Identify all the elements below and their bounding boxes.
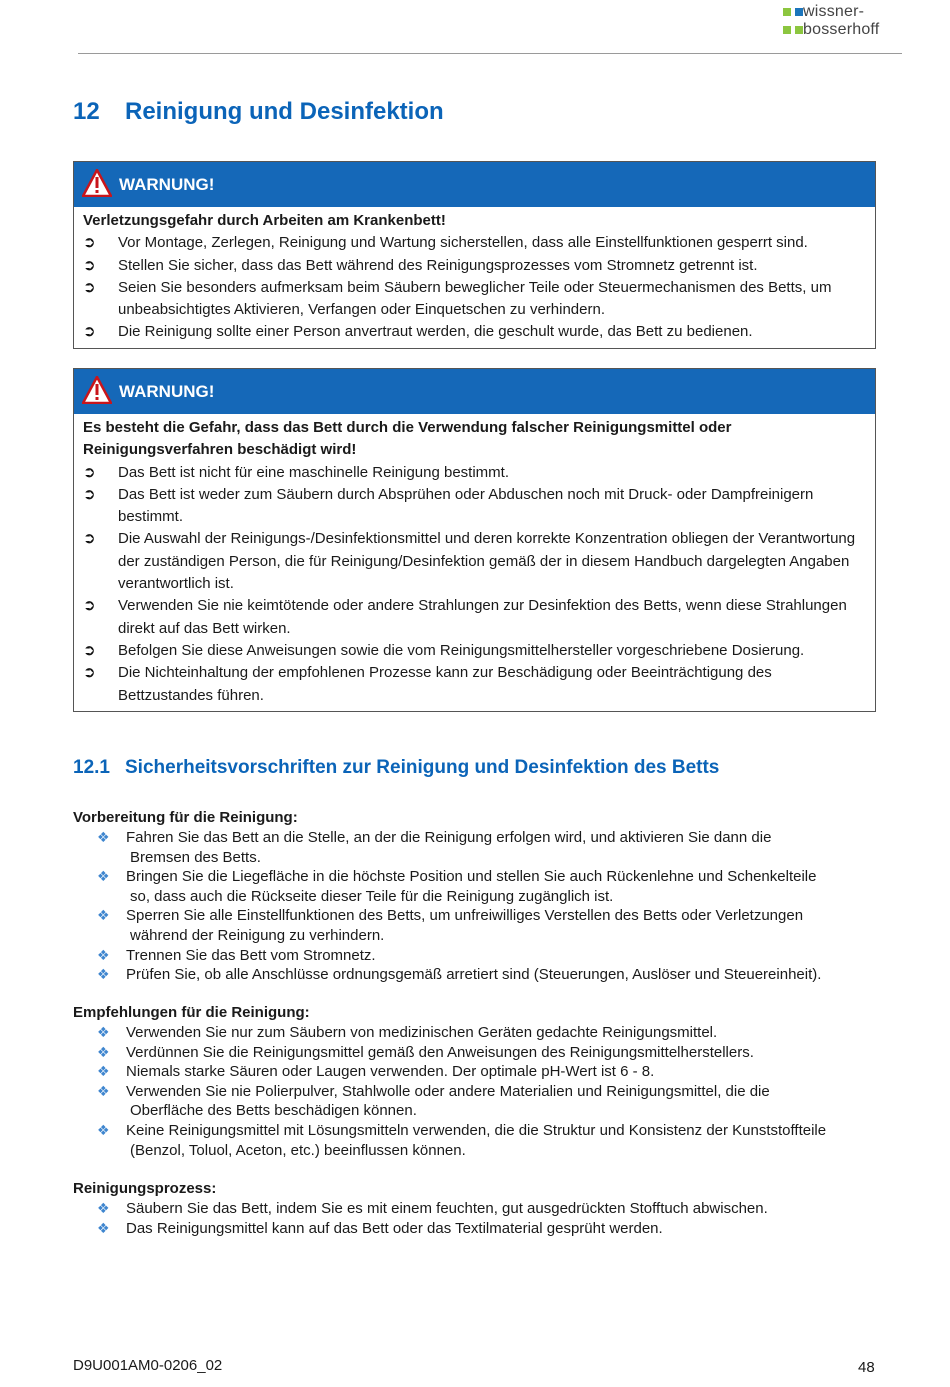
list-item-text: Verdünnen Sie die Reinigungsmittel gemäß den Anweisungen des Reinigungsmittelherstellers. bbox=[126, 1043, 754, 1061]
list-item-text-cont: während der Reinigung zu verhindern. bbox=[130, 926, 385, 944]
list-item bbox=[73, 1043, 893, 1063]
list-item-text: Säubern Sie das Bett, indem Sie es mit einem feuchten, gut ausgedrückten Stofftuch abwischen. bbox=[126, 1200, 768, 1217]
diamond-bullet-icon: ❖ bbox=[97, 1200, 110, 1216]
warning-title: WARNUNG! bbox=[119, 175, 215, 194]
warning-lead: Verletzungsgefahr durch Arbeiten am Krankenbett! bbox=[83, 212, 446, 229]
arrow-bullet-icon: ➲ bbox=[83, 641, 96, 659]
list-item-text: Prüfen Sie, ob alle Anschlüsse ordnungsgemäß arretiert sind (Steuerungen, Auslöser und Steuereinheit). bbox=[126, 966, 822, 984]
chapter-heading bbox=[73, 98, 444, 126]
diamond-bullet-icon: ❖ bbox=[97, 1082, 110, 1099]
list-item bbox=[73, 965, 893, 985]
warning-item-text: Die Auswahl der Reinigungs-/Desinfektionsmittel und deren korrekte Konzentration obliegen der Verantwortung der zuständigen Person, die für Reinigung/Desinfektion gemäß der in diesem Handbuch dargelegten Angaben verantwortlich ist. bbox=[118, 530, 856, 593]
warning-header bbox=[74, 162, 875, 207]
arrow-bullet-icon: ➲ bbox=[83, 463, 96, 481]
diamond-bullet-icon: ❖ bbox=[97, 966, 110, 983]
warning-item bbox=[83, 662, 867, 707]
diamond-bullet-icon: ❖ bbox=[97, 868, 110, 885]
diamond-bullet-icon: ❖ bbox=[97, 907, 110, 924]
warning-item-text: Stellen Sie sicher, dass das Bett während des Reinigungsprozesses vom Stromnetz getrennt ist. bbox=[118, 256, 758, 274]
list-item bbox=[73, 1062, 893, 1082]
process-group bbox=[73, 1179, 893, 1238]
group-title: Reinigungsprozess: bbox=[73, 1180, 217, 1197]
list-item-text: Sperren Sie alle Einstellfunktionen des Betts, um unfreiwilliges Verstellen des Betts oder Verletzungen bbox=[126, 907, 804, 925]
list-item-text-cont: Oberfläche des Betts beschädigen können. bbox=[130, 1102, 417, 1120]
list-item bbox=[73, 1023, 893, 1043]
page-number: 48 bbox=[858, 1359, 875, 1376]
list-item bbox=[73, 906, 893, 945]
list-item bbox=[73, 867, 893, 906]
chapter-number: 12 bbox=[73, 98, 100, 125]
warning-box-1 bbox=[73, 161, 876, 349]
list-item bbox=[73, 828, 893, 867]
warning-lead: Es besteht die Gefahr, dass das Bett durch die Verwendung falscher Reinigungsmittel oder Reinigungsverfahren beschädigt wird! bbox=[83, 419, 732, 459]
logo-text-line1: wissner- bbox=[803, 3, 865, 20]
warning-body bbox=[74, 414, 875, 711]
list-item-text: Trennen Sie das Bett vom Stromnetz. bbox=[126, 946, 376, 964]
warning-triangle-icon bbox=[82, 169, 112, 197]
arrow-bullet-icon: ➲ bbox=[83, 323, 96, 341]
list-item-text: Verwenden Sie nur zum Säubern von medizinischen Geräten gedachte Reinigungsmittel. bbox=[126, 1024, 718, 1041]
warning-item-text: Die Nichteinhaltung der empfohlenen Prozesse kann zur Beschädigung oder Beeinträchtigung des Bettzustandes führen. bbox=[118, 664, 772, 704]
arrow-bullet-icon: ➲ bbox=[83, 234, 96, 252]
list-item-text-cont: so, dass auch die Rückseite dieser Teile für die Reinigung zugänglich ist. bbox=[130, 887, 614, 905]
warning-item bbox=[83, 232, 867, 254]
warning-item bbox=[83, 277, 867, 322]
header-divider bbox=[78, 53, 902, 54]
diamond-bullet-icon: ❖ bbox=[97, 946, 110, 963]
list-item bbox=[73, 1219, 893, 1239]
recommend-group bbox=[73, 1003, 893, 1160]
diamond-bullet-icon: ❖ bbox=[97, 1024, 110, 1040]
logo-square-green bbox=[783, 26, 791, 34]
diamond-bullet-icon: ❖ bbox=[97, 1121, 110, 1138]
document-id: D9U001AM0-0206_02 bbox=[73, 1357, 223, 1374]
warning-box-2 bbox=[73, 368, 876, 712]
arrow-bullet-icon: ➲ bbox=[83, 530, 96, 548]
warning-item bbox=[83, 255, 867, 277]
arrow-bullet-icon: ➲ bbox=[83, 278, 96, 296]
warning-item bbox=[83, 528, 867, 595]
arrow-bullet-icon: ➲ bbox=[83, 485, 96, 503]
warning-item-text: Das Bett ist nicht für eine maschinelle Reinigung bestimmt. bbox=[118, 463, 510, 481]
prep-group bbox=[73, 808, 893, 985]
warning-item bbox=[83, 321, 867, 343]
list-item-text: Verwenden Sie nie Polierpulver, Stahlwolle oder andere Materialien und Reinigungsmittel, die die bbox=[126, 1082, 770, 1100]
list-item bbox=[73, 1121, 893, 1160]
section-number: 12.1 bbox=[73, 757, 110, 778]
company-logo bbox=[783, 4, 923, 40]
arrow-bullet-icon: ➲ bbox=[83, 597, 96, 615]
warning-item-text: Seien Sie besonders aufmerksam beim Säubern beweglicher Teile oder Steuermechanismen des Betts, um unbeabsichtigtes Aktivieren, Verfangen oder Einquetschen zu verhindern. bbox=[118, 278, 832, 319]
list-item-text-cont: Bremsen des Betts. bbox=[130, 848, 261, 866]
warning-item bbox=[83, 462, 867, 484]
list-item-text-cont: (Benzol, Toluol, Aceton, etc.) beeinflussen können. bbox=[130, 1141, 466, 1159]
list-item-text: Keine Reinigungsmittel mit Lösungsmitteln verwenden, die die Struktur und Konsistenz der Kunststoffteile bbox=[126, 1121, 827, 1139]
section-title: Sicherheitsvorschriften zur Reinigung und Desinfektion des Betts bbox=[125, 757, 720, 778]
list-item bbox=[73, 1199, 893, 1219]
group-title: Empfehlungen für die Reinigung: bbox=[73, 1004, 310, 1021]
warning-triangle-icon bbox=[82, 376, 112, 404]
diamond-bullet-icon: ❖ bbox=[97, 829, 110, 845]
section-heading bbox=[73, 757, 719, 779]
warning-item bbox=[83, 595, 867, 640]
warning-header bbox=[74, 369, 875, 414]
list-item-text: Bringen Sie die Liegefläche in die höchste Position und stellen Sie auch Rückenlehne und Schenkelteile bbox=[126, 868, 817, 886]
chapter-title: Reinigung und Desinfektion bbox=[125, 98, 444, 125]
diamond-bullet-icon: ❖ bbox=[97, 1063, 110, 1080]
logo-square-blue bbox=[795, 8, 803, 16]
warning-item-text: Verwenden Sie nie keimtötende oder andere Strahlungen zur Desinfektion des Betts, wenn diese Strahlungen direkt auf das Bett wirken. bbox=[118, 597, 847, 637]
logo-square-green bbox=[783, 8, 791, 16]
group-title: Vorbereitung für die Reinigung: bbox=[73, 809, 298, 826]
warning-item bbox=[83, 640, 867, 662]
arrow-bullet-icon: ➲ bbox=[83, 664, 96, 682]
warning-item bbox=[83, 484, 867, 529]
arrow-bullet-icon: ➲ bbox=[83, 256, 96, 274]
list-item-text: Das Reinigungsmittel kann auf das Bett oder das Textilmaterial gesprüht werden. bbox=[126, 1219, 663, 1237]
list-item-text: Niemals starke Säuren oder Laugen verwenden. Der optimale pH-Wert ist 6 - 8. bbox=[126, 1063, 655, 1081]
logo-text-line2: bosserhoff bbox=[803, 21, 880, 38]
diamond-bullet-icon: ❖ bbox=[97, 1219, 110, 1236]
logo-square-green bbox=[795, 26, 803, 34]
list-item bbox=[73, 1082, 893, 1121]
warning-title: WARNUNG! bbox=[119, 382, 215, 401]
warning-item-text: Die Reinigung sollte einer Person anvertraut werden, die geschult wurde, das Bett zu bedienen. bbox=[118, 323, 753, 341]
diamond-bullet-icon: ❖ bbox=[97, 1043, 110, 1060]
warning-item-text: Das Bett ist weder zum Säubern durch Absprühen oder Abduschen noch mit Druck- oder Dampfreinigern bestimmt. bbox=[118, 485, 814, 526]
warning-item-text: Befolgen Sie diese Anweisungen sowie die vom Reinigungsmittelhersteller vorgeschriebene Dosierung. bbox=[118, 641, 805, 659]
list-item-text: Fahren Sie das Bett an die Stelle, an der die Reinigung erfolgen wird, und aktivieren Sie dann die bbox=[126, 829, 772, 846]
warning-item-text: Vor Montage, Zerlegen, Reinigung und Wartung sicherstellen, dass alle Einstellfunktionen gesperrt sind. bbox=[118, 234, 808, 252]
list-item bbox=[73, 946, 893, 966]
warning-body bbox=[74, 207, 875, 348]
